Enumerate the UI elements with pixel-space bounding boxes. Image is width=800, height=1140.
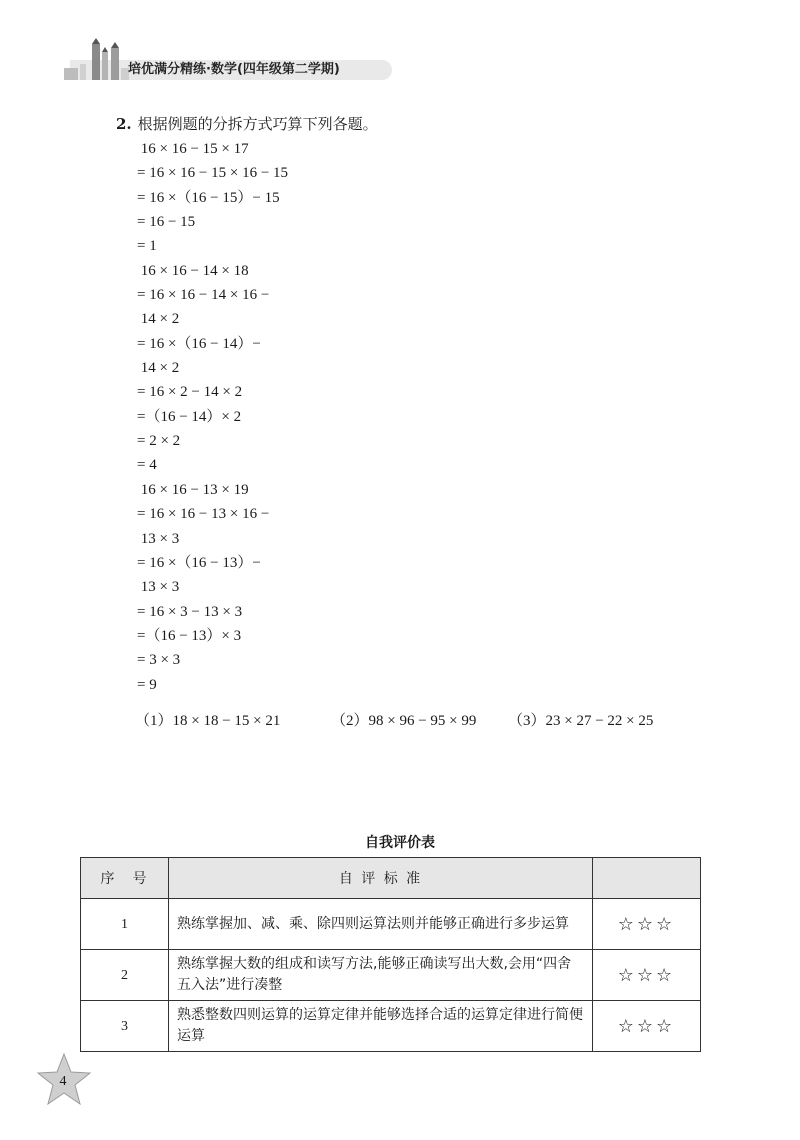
exercise-3: （3）23 × 27 − 22 × 25 [508, 713, 654, 729]
self-evaluation-table [80, 857, 701, 1052]
problem-number: 2. [116, 115, 132, 133]
row-index: 1 [81, 899, 169, 950]
exercise-2: （2）98 × 96 − 95 × 99 [331, 713, 477, 729]
problem-instruction: 根据例题的分拆方式巧算下列各题。 [137, 115, 378, 133]
step-line: 14 × 2 [137, 360, 180, 377]
step-line: = 9 [137, 676, 157, 693]
step-line: = 16 ×（16 − 15）− 15 [137, 189, 280, 206]
table-row [81, 1001, 701, 1052]
step-line: = 16 × 3 − 13 × 3 [137, 603, 243, 620]
star-rating[interactable]: ☆☆☆ [593, 1001, 701, 1052]
exercise-1: （1）18 × 18 − 15 × 21 [135, 713, 281, 729]
column-header-index: 序 号 [81, 858, 169, 899]
step-line: = 16 × 16 − 14 × 16 − [137, 287, 270, 304]
pencils-icon [62, 38, 132, 82]
row-index: 3 [81, 1001, 169, 1052]
step-line: = 4 [137, 457, 157, 474]
table-row [81, 899, 701, 950]
row-criterion: 熟悉整数四则运算的运算定律并能够选择合适的运算定律进行简便运算 [169, 1001, 593, 1052]
step-line: 16 × 16 − 15 × 17 [137, 141, 249, 157]
column-header-criterion: 自 评 标 准 [169, 858, 593, 899]
step-line: = 1 [137, 238, 157, 255]
step-line: 13 × 3 [137, 579, 180, 596]
table-row [81, 950, 701, 1001]
star-rating[interactable]: ☆☆☆ [593, 899, 701, 950]
star-rating[interactable]: ☆☆☆ [593, 950, 701, 1001]
column-header-rating [593, 858, 701, 899]
problem-heading [116, 113, 378, 134]
step-line: = 16 × 16 − 15 × 16 − 15 [137, 165, 289, 182]
step-line: 16 × 16 − 14 × 18 [137, 262, 249, 279]
step-line: = 16 − 15 [137, 214, 196, 231]
step-line: = 16 ×（16 − 14）− [137, 335, 261, 352]
step-line: = 2 × 2 [137, 433, 181, 450]
row-criterion: 熟练掌握加、减、乘、除四则运算法则并能够正确进行多步运算 [169, 899, 593, 950]
step-line: 16 × 16 − 13 × 19 [137, 481, 249, 498]
worked-examples [137, 137, 288, 697]
book-title: 培优满分精练·数学(四年级第二学期) [128, 62, 340, 77]
table-header-row [81, 858, 701, 899]
step-line: =（16 − 13）× 3 [137, 627, 242, 644]
row-criterion: 熟练掌握大数的组成和读写方法,能够正确读写出大数,会用“四舍五入法”进行凑整 [169, 950, 593, 1001]
step-line: = 16 × 2 − 14 × 2 [137, 384, 243, 401]
page-number: 4 [59, 1074, 67, 1089]
step-line: 14 × 2 [137, 311, 180, 328]
evaluation-title: 自我评价表 [365, 835, 435, 851]
row-index: 2 [81, 950, 169, 1001]
step-line: = 16 × 16 − 13 × 16 − [137, 506, 270, 523]
step-line: = 16 ×（16 − 13）− [137, 554, 261, 571]
step-line: 13 × 3 [137, 530, 180, 547]
step-line: =（16 − 14）× 2 [137, 408, 242, 425]
step-line: = 3 × 3 [137, 652, 181, 669]
